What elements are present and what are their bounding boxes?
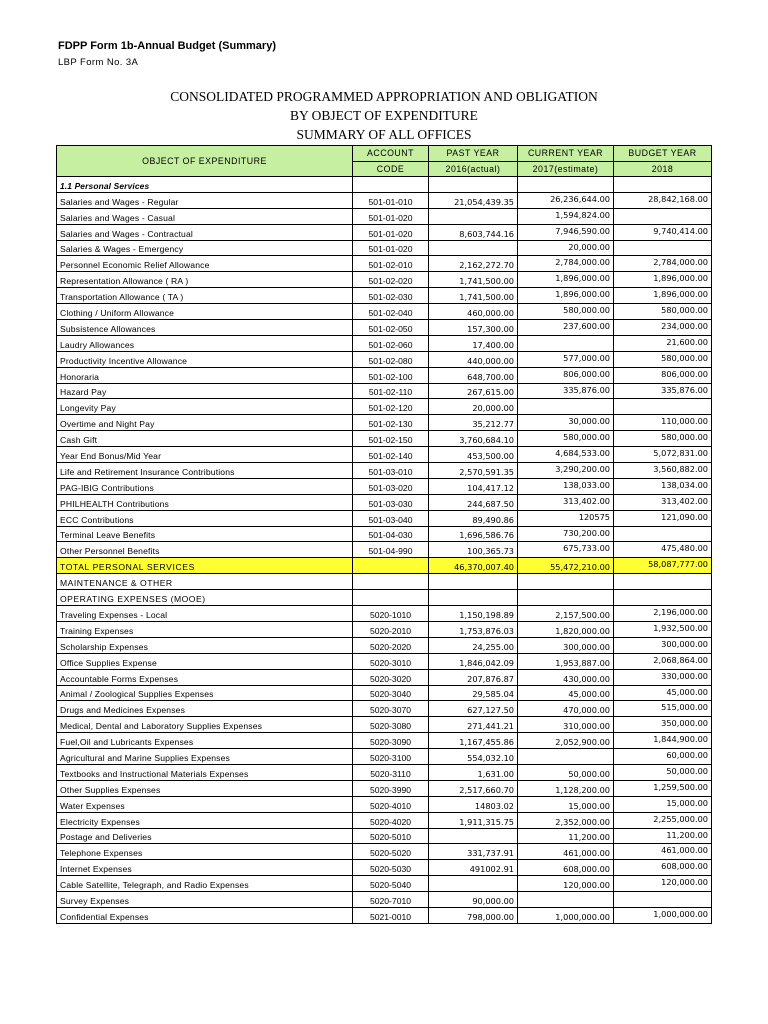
table-row — [57, 415, 712, 431]
empty-cell — [429, 590, 518, 606]
current-year-amount: 580,000.00 — [518, 304, 614, 320]
section-label: MAINTENANCE & OTHER — [57, 574, 353, 590]
expenditure-name: Electricity Expenses — [57, 812, 353, 828]
table-header-row — [57, 146, 712, 162]
expenditure-name: Traveling Expenses - Local — [57, 606, 353, 622]
expenditure-name: Hazard Pay — [57, 383, 353, 399]
mooe-label-row — [57, 590, 712, 606]
past-year-amount: 104,417.12 — [429, 478, 518, 494]
table-row — [57, 240, 712, 256]
past-year-amount: 14803.02 — [429, 796, 518, 812]
table-row — [57, 907, 712, 923]
account-code: 5021-0010 — [353, 907, 429, 923]
table-row — [57, 637, 712, 653]
current-year-amount: 120575 — [518, 510, 614, 526]
budget-year-amount: 1,259,500.00 — [614, 780, 712, 796]
table-row — [57, 669, 712, 685]
past-year-amount — [429, 208, 518, 224]
current-year-amount: 20,000.00 — [518, 240, 614, 256]
budget-year-amount — [614, 240, 712, 256]
budget-year-amount: 5,072,831.00 — [614, 447, 712, 463]
past-year-amount: 1,167,455.86 — [429, 733, 518, 749]
table-row — [57, 383, 712, 399]
expenditure-name: Longevity Pay — [57, 399, 353, 415]
budget-year-amount: 234,000.00 — [614, 320, 712, 336]
current-year-amount: 138,033.00 — [518, 478, 614, 494]
report-title: CONSOLIDATED PROGRAMMED APPROPRIATION AND OBLIGATION — [170, 89, 598, 104]
account-code: 5020-2010 — [353, 621, 429, 637]
expenditure-name: Agricultural and Marine Supplies Expenses — [57, 749, 353, 765]
account-code: 501-01-020 — [353, 208, 429, 224]
past-year-amount: 2,162,272.70 — [429, 256, 518, 272]
past-year-amount: 1,741,500.00 — [429, 288, 518, 304]
table-row — [57, 494, 712, 510]
budget-year-amount: 580,000.00 — [614, 431, 712, 447]
account-code: 5020-3090 — [353, 733, 429, 749]
table-row — [57, 463, 712, 479]
expenditure-name: TOTAL PERSONAL SERVICES — [57, 558, 353, 574]
table-row — [57, 447, 712, 463]
budget-year-amount: 580,000.00 — [614, 351, 712, 367]
account-code: 5020-3110 — [353, 764, 429, 780]
table-row — [57, 351, 712, 367]
expenditure-name: Training Expenses — [57, 621, 353, 637]
expenditure-name: Medical, Dental and Laboratory Supplies Expenses — [57, 717, 353, 733]
total-personal-services-row — [57, 558, 712, 574]
budget-year-amount: 2,196,000.00 — [614, 606, 712, 622]
current-year-amount: 577,000.00 — [518, 351, 614, 367]
account-code: 5020-5010 — [353, 828, 429, 844]
current-year-amount: 1,820,000.00 — [518, 621, 614, 637]
budget-year-amount: 1,844,900.00 — [614, 733, 712, 749]
account-code: 501-04-030 — [353, 526, 429, 542]
col-header-past: PAST YEAR — [429, 146, 518, 162]
account-code: 501-02-130 — [353, 415, 429, 431]
table-row — [57, 335, 712, 351]
budget-year-amount: 806,000.00 — [614, 367, 712, 383]
budget-year-amount: 1,896,000.00 — [614, 272, 712, 288]
current-year-amount — [518, 399, 614, 415]
current-year-amount: 1,953,887.00 — [518, 653, 614, 669]
table-row — [57, 542, 712, 558]
table-row — [57, 733, 712, 749]
budget-year-amount: 58,087,777.00 — [614, 558, 712, 574]
budget-year-amount — [614, 208, 712, 224]
account-code: 5020-3990 — [353, 780, 429, 796]
table-row — [57, 272, 712, 288]
expenditure-name: Salaries and Wages - Casual — [57, 208, 353, 224]
empty-cell — [614, 177, 712, 193]
past-year-amount: 648,700.00 — [429, 367, 518, 383]
budget-year-amount: 11,200.00 — [614, 828, 712, 844]
expenditure-name: Subsistence Allowances — [57, 320, 353, 336]
expenditure-name: Postage and Deliveries — [57, 828, 353, 844]
current-year-amount: 1,128,200.00 — [518, 780, 614, 796]
budget-year-amount: 50,000.00 — [614, 764, 712, 780]
budget-year-amount: 515,000.00 — [614, 701, 712, 717]
current-year-amount: 2,052,900.00 — [518, 733, 614, 749]
current-year-amount: 15,000.00 — [518, 796, 614, 812]
past-year-amount: 453,500.00 — [429, 447, 518, 463]
expenditure-name: Scholarship Expenses — [57, 637, 353, 653]
budget-year-amount: 45,000.00 — [614, 685, 712, 701]
current-year-amount: 2,352,000.00 — [518, 812, 614, 828]
past-year-amount — [429, 240, 518, 256]
account-code: 501-03-040 — [353, 510, 429, 526]
budget-year-amount: 2,784,000.00 — [614, 256, 712, 272]
account-code: 5020-5020 — [353, 844, 429, 860]
table-row — [57, 320, 712, 336]
budget-year-amount: 1,000,000.00 — [614, 907, 712, 923]
past-year-amount: 244,687.50 — [429, 494, 518, 510]
account-code: 5020-3100 — [353, 749, 429, 765]
account-code: 501-02-080 — [353, 351, 429, 367]
past-year-amount — [429, 876, 518, 892]
account-code: 5020-5030 — [353, 860, 429, 876]
expenditure-name: Survey Expenses — [57, 892, 353, 908]
budget-year-amount: 28,842,168.00 — [614, 192, 712, 208]
past-year-amount: 554,032.10 — [429, 749, 518, 765]
mooe-label-row — [57, 574, 712, 590]
expenditure-name: PAG-IBIG Contributions — [57, 478, 353, 494]
table-row — [57, 526, 712, 542]
past-year-amount: 20,000.00 — [429, 399, 518, 415]
account-code: 501-02-010 — [353, 256, 429, 272]
budget-year-amount: 3,560,882.00 — [614, 463, 712, 479]
budget-year-amount: 580,000.00 — [614, 304, 712, 320]
account-code: 501-01-010 — [353, 192, 429, 208]
account-code: 501-03-010 — [353, 463, 429, 479]
expenditure-name: Confidential Expenses — [57, 907, 353, 923]
account-code: 501-02-060 — [353, 335, 429, 351]
current-year-amount: 313,402.00 — [518, 494, 614, 510]
current-year-amount: 55,472,210.00 — [518, 558, 614, 574]
current-year-amount — [518, 749, 614, 765]
current-year-amount: 2,157,500.00 — [518, 606, 614, 622]
report-scope: SUMMARY OF ALL OFFICES — [296, 127, 472, 142]
account-code: 501-02-030 — [353, 288, 429, 304]
expenditure-name: ECC Contributions — [57, 510, 353, 526]
account-code: 5020-2020 — [353, 637, 429, 653]
account-code: 501-03-030 — [353, 494, 429, 510]
account-code — [353, 558, 429, 574]
table-row — [57, 876, 712, 892]
past-year-amount: 1,741,500.00 — [429, 272, 518, 288]
account-code: 501-01-020 — [353, 224, 429, 240]
past-year-amount: 89,490.86 — [429, 510, 518, 526]
expenditure-name: Representation Allowance ( RA ) — [57, 272, 353, 288]
expenditure-name: Life and Retirement Insurance Contributions — [57, 463, 353, 479]
col-subheader-code: CODE — [353, 161, 429, 177]
budget-year-amount — [614, 526, 712, 542]
account-code: 501-04-990 — [353, 542, 429, 558]
form-number: LBP Form No. 3A — [58, 57, 139, 68]
empty-cell — [614, 590, 712, 606]
expenditure-name: Salaries and Wages - Contractual — [57, 224, 353, 240]
budget-year-amount — [614, 399, 712, 415]
table-row — [57, 478, 712, 494]
budget-year-amount: 15,000.00 — [614, 796, 712, 812]
table-row — [57, 892, 712, 908]
past-year-amount: 798,000.00 — [429, 907, 518, 923]
expenditure-name: Textbooks and Instructional Materials Expenses — [57, 764, 353, 780]
account-code: 5020-3020 — [353, 669, 429, 685]
past-year-amount: 29,585.04 — [429, 685, 518, 701]
table-row — [57, 764, 712, 780]
expenditure-name: PHILHEALTH Contributions — [57, 494, 353, 510]
current-year-amount: 4,684,533.00 — [518, 447, 614, 463]
account-code: 501-02-140 — [353, 447, 429, 463]
table-row — [57, 828, 712, 844]
form-title: FDPP Form 1b-Annual Budget (Summary) — [58, 40, 276, 52]
past-year-amount: 90,000.00 — [429, 892, 518, 908]
current-year-amount: 730,200.00 — [518, 526, 614, 542]
report-subtitle: BY OBJECT OF EXPENDITURE — [290, 108, 478, 123]
table-row — [57, 367, 712, 383]
account-code: 501-02-150 — [353, 431, 429, 447]
account-code: 5020-3080 — [353, 717, 429, 733]
table-row — [57, 796, 712, 812]
col-header-object: OBJECT OF EXPENDITURE — [57, 146, 353, 177]
past-year-amount: 1,150,198.89 — [429, 606, 518, 622]
col-header-current: CURRENT YEAR — [518, 146, 614, 162]
expenditure-name: Personnel Economic Relief Allowance — [57, 256, 353, 272]
past-year-amount: 1,911,315.75 — [429, 812, 518, 828]
current-year-amount: 310,000.00 — [518, 717, 614, 733]
col-header-account: ACCOUNT — [353, 146, 429, 162]
col-subheader-past: 2016(actual) — [429, 161, 518, 177]
account-code: 501-02-100 — [353, 367, 429, 383]
current-year-amount: 430,000.00 — [518, 669, 614, 685]
past-year-amount: 271,441.21 — [429, 717, 518, 733]
expenditure-name: Clothing / Uniform Allowance — [57, 304, 353, 320]
table-row — [57, 844, 712, 860]
past-year-amount: 1,631.00 — [429, 764, 518, 780]
current-year-amount: 45,000.00 — [518, 685, 614, 701]
section-label: 1.1 Personal Services — [57, 177, 353, 193]
account-code: 5020-3040 — [353, 685, 429, 701]
expenditure-name: Other Supplies Expenses — [57, 780, 353, 796]
budget-year-amount: 313,402.00 — [614, 494, 712, 510]
section-row-personal-services — [57, 177, 712, 193]
budget-year-amount: 475,480.00 — [614, 542, 712, 558]
past-year-amount: 46,370,007.40 — [429, 558, 518, 574]
expenditure-name: Water Expenses — [57, 796, 353, 812]
current-year-amount — [518, 892, 614, 908]
table-row — [57, 192, 712, 208]
table-row — [57, 701, 712, 717]
expenditure-name: Cable Satellite, Telegraph, and Radio Expenses — [57, 876, 353, 892]
empty-cell — [353, 590, 429, 606]
current-year-amount: 1,896,000.00 — [518, 288, 614, 304]
current-year-amount: 30,000.00 — [518, 415, 614, 431]
col-subheader-budget: 2018 — [614, 161, 712, 177]
empty-cell — [518, 590, 614, 606]
budget-year-amount: 2,068,864.00 — [614, 653, 712, 669]
past-year-amount: 627,127.50 — [429, 701, 518, 717]
account-code: 5020-4020 — [353, 812, 429, 828]
budget-year-amount: 60,000.00 — [614, 749, 712, 765]
expenditure-name: Animal / Zoological Supplies Expenses — [57, 685, 353, 701]
expenditure-name: Telephone Expenses — [57, 844, 353, 860]
expenditure-name: Transportation Allowance ( TA ) — [57, 288, 353, 304]
table-row — [57, 685, 712, 701]
past-year-amount: 17,400.00 — [429, 335, 518, 351]
budget-table — [56, 145, 712, 924]
past-year-amount: 1,753,876.03 — [429, 621, 518, 637]
budget-year-amount: 461,000.00 — [614, 844, 712, 860]
table-row — [57, 717, 712, 733]
past-year-amount: 440,000.00 — [429, 351, 518, 367]
account-code: 501-02-120 — [353, 399, 429, 415]
past-year-amount: 1,696,586.76 — [429, 526, 518, 542]
table-row — [57, 431, 712, 447]
col-header-budget: BUDGET YEAR — [614, 146, 712, 162]
table-row — [57, 812, 712, 828]
expenditure-name: Laudry Allowances — [57, 335, 353, 351]
current-year-amount: 335,876.00 — [518, 383, 614, 399]
expenditure-name: Salaries and Wages - Regular — [57, 192, 353, 208]
account-code: 5020-4010 — [353, 796, 429, 812]
account-code: 501-02-110 — [353, 383, 429, 399]
budget-year-amount: 110,000.00 — [614, 415, 712, 431]
budget-year-amount: 138,034.00 — [614, 478, 712, 494]
empty-cell — [518, 177, 614, 193]
current-year-amount: 50,000.00 — [518, 764, 614, 780]
current-year-amount: 11,200.00 — [518, 828, 614, 844]
current-year-amount: 1,896,000.00 — [518, 272, 614, 288]
budget-year-amount — [614, 892, 712, 908]
table-row — [57, 780, 712, 796]
past-year-amount: 3,760,684.10 — [429, 431, 518, 447]
account-code: 5020-7010 — [353, 892, 429, 908]
table-row — [57, 510, 712, 526]
current-year-amount: 3,290,200.00 — [518, 463, 614, 479]
past-year-amount: 491002.91 — [429, 860, 518, 876]
account-code: 5020-3010 — [353, 653, 429, 669]
expenditure-name: Internet Expenses — [57, 860, 353, 876]
current-year-amount — [518, 335, 614, 351]
expenditure-name: Office Supplies Expense — [57, 653, 353, 669]
expenditure-name: Productivity Incentive Allowance — [57, 351, 353, 367]
current-year-amount: 675,733.00 — [518, 542, 614, 558]
account-code: 5020-5040 — [353, 876, 429, 892]
current-year-amount: 120,000.00 — [518, 876, 614, 892]
past-year-amount: 331,737.91 — [429, 844, 518, 860]
table-row — [57, 399, 712, 415]
table-row — [57, 208, 712, 224]
current-year-amount: 806,000.00 — [518, 367, 614, 383]
empty-cell — [429, 574, 518, 590]
table-row — [57, 860, 712, 876]
expenditure-name: Drugs and Medicines Expenses — [57, 701, 353, 717]
empty-cell — [614, 574, 712, 590]
expenditure-name: Other Personnel Benefits — [57, 542, 353, 558]
current-year-amount: 1,000,000.00 — [518, 907, 614, 923]
past-year-amount: 157,300.00 — [429, 320, 518, 336]
current-year-amount: 26,236,644.00 — [518, 192, 614, 208]
budget-year-amount: 2,255,000.00 — [614, 812, 712, 828]
empty-cell — [353, 177, 429, 193]
account-code: 501-03-020 — [353, 478, 429, 494]
account-code: 501-01-020 — [353, 240, 429, 256]
current-year-amount: 470,000.00 — [518, 701, 614, 717]
table-row — [57, 304, 712, 320]
past-year-amount: 2,570,591.35 — [429, 463, 518, 479]
account-code: 501-02-020 — [353, 272, 429, 288]
past-year-amount: 21,054,439.35 — [429, 192, 518, 208]
current-year-amount: 300,000.00 — [518, 637, 614, 653]
budget-year-amount: 300,000.00 — [614, 637, 712, 653]
budget-year-amount: 1,932,500.00 — [614, 621, 712, 637]
table-row — [57, 749, 712, 765]
current-year-amount: 7,946,590.00 — [518, 224, 614, 240]
past-year-amount: 100,365.73 — [429, 542, 518, 558]
account-code: 501-02-040 — [353, 304, 429, 320]
past-year-amount: 2,517,660.70 — [429, 780, 518, 796]
expenditure-name: Cash Gift — [57, 431, 353, 447]
past-year-amount: 1,846,042.09 — [429, 653, 518, 669]
empty-cell — [429, 177, 518, 193]
current-year-amount: 461,000.00 — [518, 844, 614, 860]
budget-year-amount: 120,000.00 — [614, 876, 712, 892]
budget-year-amount: 1,896,000.00 — [614, 288, 712, 304]
current-year-amount: 237,600.00 — [518, 320, 614, 336]
past-year-amount: 24,255.00 — [429, 637, 518, 653]
empty-cell — [353, 574, 429, 590]
current-year-amount: 580,000.00 — [518, 431, 614, 447]
expenditure-name: Honoraria — [57, 367, 353, 383]
current-year-amount: 1,594,824.00 — [518, 208, 614, 224]
table-row — [57, 653, 712, 669]
account-code: 501-02-050 — [353, 320, 429, 336]
past-year-amount — [429, 828, 518, 844]
table-row — [57, 288, 712, 304]
budget-year-amount: 335,876.00 — [614, 383, 712, 399]
col-subheader-current: 2017(estimate) — [518, 161, 614, 177]
budget-year-amount: 21,600.00 — [614, 335, 712, 351]
account-code: 5020-3070 — [353, 701, 429, 717]
expenditure-name: Salaries & Wages - Emergency — [57, 240, 353, 256]
expenditure-name: Fuel,Oil and Lubricants Expenses — [57, 733, 353, 749]
budget-year-amount: 9,740,414.00 — [614, 224, 712, 240]
expenditure-name: Overtime and Night Pay — [57, 415, 353, 431]
budget-year-amount: 608,000.00 — [614, 860, 712, 876]
account-code: 5020-1010 — [353, 606, 429, 622]
current-year-amount: 608,000.00 — [518, 860, 614, 876]
table-row — [57, 621, 712, 637]
budget-year-amount: 121,090.00 — [614, 510, 712, 526]
past-year-amount: 267,615.00 — [429, 383, 518, 399]
current-year-amount: 2,784,000.00 — [518, 256, 614, 272]
expenditure-name: Terminal Leave Benefits — [57, 526, 353, 542]
past-year-amount: 8,603,744.16 — [429, 224, 518, 240]
empty-cell — [518, 574, 614, 590]
budget-year-amount: 330,000.00 — [614, 669, 712, 685]
section-label: OPERATING EXPENSES (MOOE) — [57, 590, 353, 606]
past-year-amount: 460,000.00 — [429, 304, 518, 320]
expenditure-name: Year End Bonus/Mid Year — [57, 447, 353, 463]
table-row — [57, 256, 712, 272]
table-row — [57, 606, 712, 622]
past-year-amount: 35,212.77 — [429, 415, 518, 431]
budget-year-amount: 350,000.00 — [614, 717, 712, 733]
past-year-amount: 207,876.87 — [429, 669, 518, 685]
expenditure-name: Accountable Forms Expenses — [57, 669, 353, 685]
table-row — [57, 224, 712, 240]
